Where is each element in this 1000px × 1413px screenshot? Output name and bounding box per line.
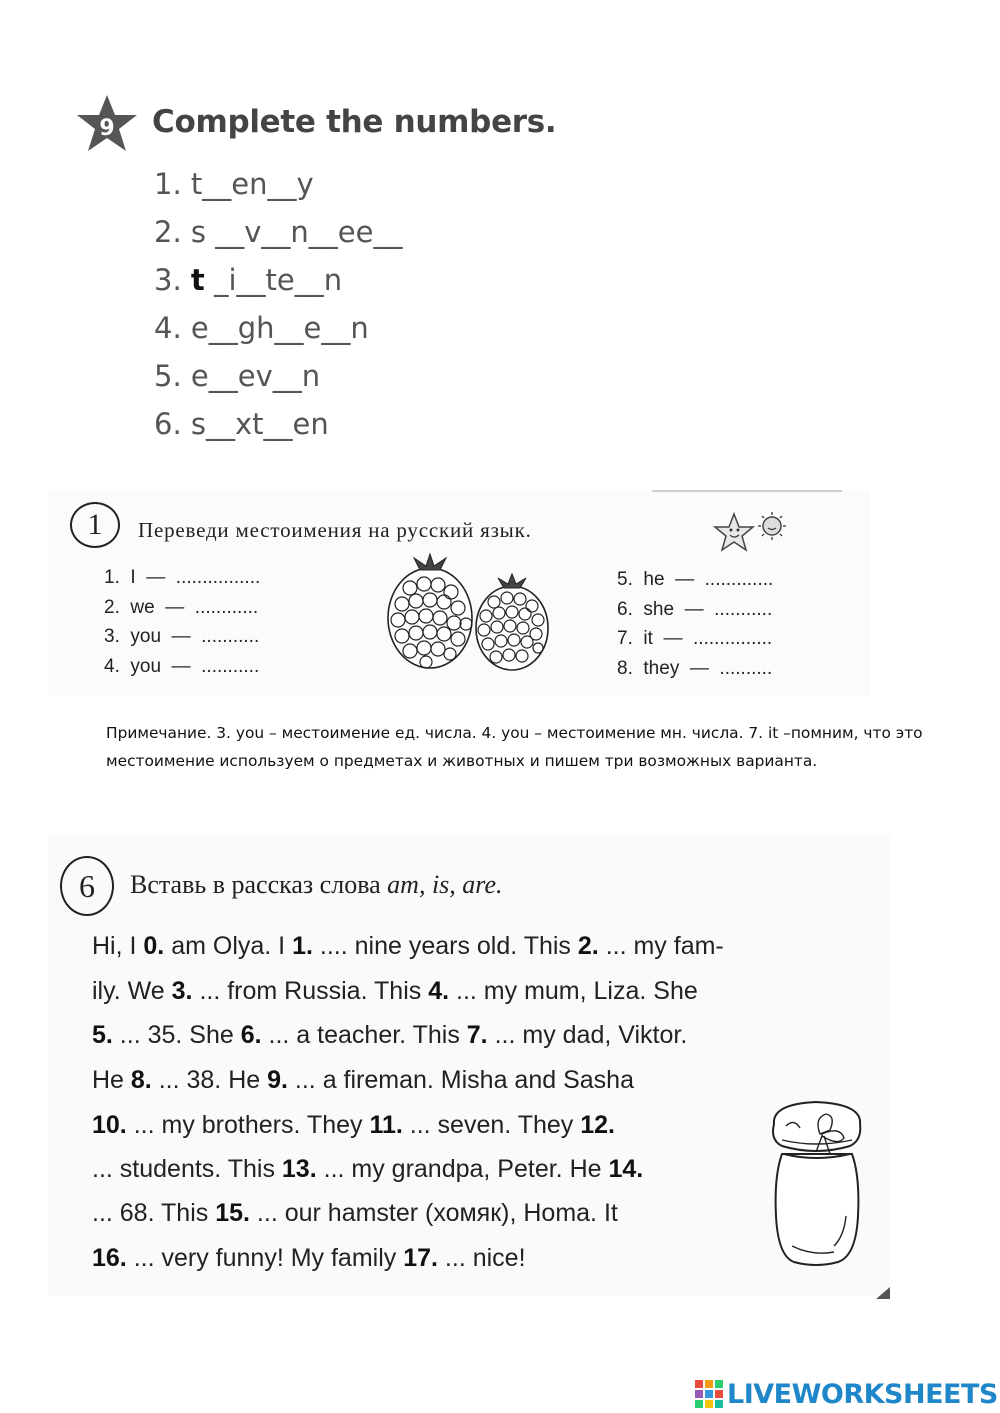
corner-arrow-icon	[876, 1287, 890, 1299]
exercise-1-left-list	[104, 563, 260, 681]
story-text: ... my dad, Viktor.	[487, 1021, 688, 1049]
exercise-6-title-text: Вставь в рассказ слова	[130, 870, 388, 899]
exercise-1-right-list	[617, 565, 773, 683]
story-text: ... very funny! My family	[126, 1244, 404, 1272]
story-line	[92, 1066, 634, 1095]
item-text: e__ev__n	[190, 359, 321, 393]
item-filled-letter: t	[190, 263, 205, 297]
exercise-6-badge: 6	[60, 856, 114, 916]
pronoun-item: 3. you — ...........	[104, 626, 260, 647]
item-number: 3.	[154, 263, 182, 297]
story-text: ... seven. They	[402, 1111, 581, 1139]
gap-number: 1.	[292, 932, 313, 960]
exercise-9-item	[154, 304, 402, 352]
logo-icon	[694, 1379, 724, 1409]
item-number: 2.	[154, 215, 182, 249]
exercise-9-badge-number: 9	[99, 116, 115, 141]
exercise-1-title: Переведи местоимения на русский язык.	[138, 518, 532, 542]
exercise-6-title	[130, 870, 502, 900]
story-line	[92, 1021, 687, 1050]
gap-number: 17.	[403, 1244, 438, 1272]
jar-illustration	[764, 1096, 868, 1268]
story-line	[92, 1155, 643, 1184]
note-paragraph: Примечание. 3. you – местоимение ед. числа. 4. you – местоимение мн. числа. 7. it –помним, что это местоимение используем о предметах и животных и пишем три возможных варианта.	[106, 724, 923, 770]
story-text: ... a teacher. This	[261, 1021, 467, 1049]
item-number: 6.	[154, 407, 182, 441]
gap-number: 0.	[143, 932, 165, 960]
exercise-9-item	[154, 352, 402, 400]
story-text: ... from Russia. This	[192, 977, 429, 1005]
story-text: ... my fam-	[598, 932, 724, 960]
exercise-9-list	[154, 160, 402, 448]
pronoun-item: 4. you — ...........	[104, 655, 260, 677]
story-text: ... my grandpa, Peter. He	[316, 1155, 609, 1183]
story-line	[92, 977, 698, 1006]
pronoun-item: 2. we — ............	[104, 596, 259, 618]
pronoun-item: 5. he — .............	[617, 569, 774, 590]
story-text: ... a fireman. Misha and Sasha	[287, 1066, 634, 1094]
exercise-9-title: Complete the numbers.	[152, 104, 557, 140]
story-line	[92, 1199, 618, 1228]
story-text: ... 35. She	[112, 1021, 241, 1049]
story-line	[92, 932, 724, 961]
exercise-9-item	[154, 208, 402, 256]
item-text: t__en__y	[190, 167, 314, 201]
story-text: He	[92, 1066, 131, 1094]
gap-number: 16.	[92, 1244, 127, 1272]
pronoun-item: 1. I — ................	[104, 567, 261, 588]
story-text: Hi, I	[92, 932, 144, 960]
item-text: _i__te__n	[204, 263, 343, 297]
gap-number: 4.	[428, 977, 450, 1005]
gap-number: 3.	[171, 977, 193, 1005]
gap-number: 11.	[369, 1111, 403, 1139]
gap-number: 10.	[92, 1111, 127, 1139]
exercise-1-badge: 1	[70, 502, 120, 548]
gap-number: 13.	[281, 1155, 317, 1183]
item-number: 4.	[154, 311, 182, 345]
divider	[652, 490, 842, 492]
story-text: ... my mum, Liza. She	[449, 977, 698, 1005]
gap-number: 9.	[267, 1066, 288, 1094]
story-text: ily. We	[92, 977, 172, 1005]
gap-number: 8.	[130, 1066, 152, 1094]
gap-number: 12.	[580, 1111, 615, 1139]
item-text: e__gh__e__n	[190, 311, 369, 345]
pronoun-item: 6. she — ...........	[617, 598, 773, 620]
gap-number: 6.	[240, 1021, 262, 1049]
item-text: s __v__n__ee__	[190, 215, 403, 249]
exercise-9-item	[154, 160, 402, 208]
story-text: ... 68. This	[92, 1199, 216, 1227]
gap-number: 5.	[92, 1021, 113, 1049]
story-line	[92, 1111, 615, 1140]
gap-number: 2.	[577, 932, 599, 960]
gap-number: 14.	[608, 1155, 644, 1183]
story-text: ... my brothers. They	[126, 1111, 370, 1139]
raspberries-illustration	[380, 552, 556, 674]
liveworksheets-logo	[694, 1378, 998, 1410]
gap-number: 7.	[466, 1021, 488, 1049]
exercise-9-item	[154, 256, 402, 304]
item-number: 1.	[154, 167, 182, 201]
story-text: ... 38. He	[151, 1066, 268, 1094]
story-text: ... nice!	[437, 1244, 526, 1272]
item-text: s__xt__en	[190, 407, 329, 441]
exercise-6-title-words: am, is, are.	[387, 870, 503, 899]
story-text: ... our hamster (хомяк), Homa. It	[249, 1199, 618, 1227]
story-text: ... students. This	[92, 1155, 282, 1183]
pronoun-item: 7. it — ...............	[617, 628, 773, 649]
story-text: am Olya. I	[164, 932, 293, 960]
exercise-9-star-badge	[74, 93, 140, 159]
pronoun-item: 8. they — ..........	[617, 657, 773, 679]
exercise-9-item	[154, 400, 402, 448]
story-text: .... nine years old. This	[312, 932, 578, 960]
item-number: 5.	[154, 359, 182, 393]
star-sun-icon	[710, 510, 800, 560]
gap-number: 15.	[215, 1199, 250, 1227]
story-line	[92, 1244, 526, 1273]
logo-text: LIVEWORKSHEETS	[727, 1378, 998, 1410]
